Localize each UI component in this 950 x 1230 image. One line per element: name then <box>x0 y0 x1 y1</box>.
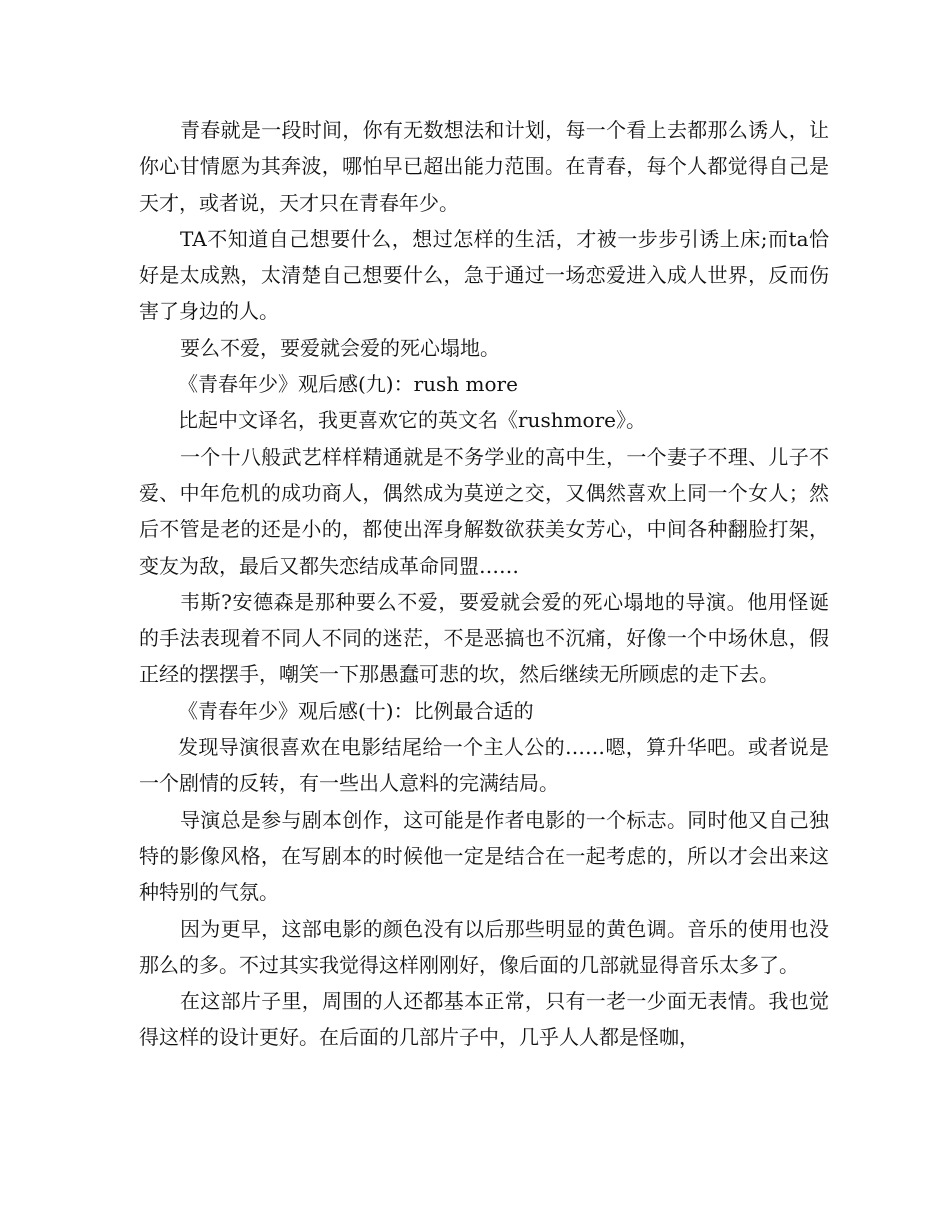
paragraph-7: 韦斯?安德森是那种要么不爱，要爱就会爱的死心塌地的导演。他用怪诞的手法表现着不同人不同的迷茫，不是恶搞也不沉痛，好像一个中场休息，假正经的摆摆手，嘲笑一下那愚蠢可悲的坎，然后继续无所顾虑的走下去。 <box>139 589 829 687</box>
paragraph-2: TA不知道自己想要什么，想过怎样的生活，才被一步步引诱上床;而ta恰好是太成熟，太清楚自己想要什么，急于通过一场恋爱进入成人世界，反而伤害了身边的人。 <box>139 226 829 324</box>
paragraph-11: 因为更早，这部电影的颜色没有以后那些明显的黄色调。音乐的使用也没那么的多。不过其实我觉得这样刚刚好，像后面的几部就显得音乐太多了。 <box>139 916 829 977</box>
section-heading-9: 《青春年少》观后感(九)：rush more <box>178 372 518 397</box>
paragraph-10: 导演总是参与剧本创作，这可能是作者电影的一个标志。同时他又自己独特的影像风格，在写剧本的时候他一定是结合在一起考虑的，所以才会出来这种特别的气氛。 <box>139 807 829 905</box>
section-heading-10: 《青春年少》观后感(十)：比例最合适的 <box>178 698 534 723</box>
paragraph-5: 比起中文译名，我更喜欢它的英文名《rushmore》。 <box>178 408 646 433</box>
article-body <box>139 112 829 1056</box>
paragraph-1: 青春就是一段时间，你有无数想法和计划，每一个看上去都那么诱人，让你心甘情愿为其奔波，哪怕早已超出能力范围。在青春，每个人都觉得自己是天才，或者说，天才只在青春年少。 <box>139 118 829 215</box>
paragraph-6: 一个十八般武艺样样精通就是不务学业的高中生，一个妻子不理、儿子不爱、中年危机的成功商人，偶然成为莫逆之交，又偶然喜欢上同一个女人；然后不管是老的还是小的，都使出浑身解数欲获美女芳心，中间各种翻脸打架，变友为敌，最后又都失恋结成革命同盟…… <box>139 444 829 578</box>
paragraph-9: 发现导演很喜欢在电影结尾给一个主人公的……嗯，算升华吧。或者说是一个剧情的反转，有一些出人意料的完满结局。 <box>139 735 829 796</box>
paragraph-12: 在这部片子里，周围的人还都基本正常，只有一老一少面无表情。我也觉得这样的设计更好。在后面的几部片子中，几乎人人都是怪咖， <box>139 989 829 1050</box>
paragraph-3: 要么不爱，要爱就会爱的死心塌地。 <box>180 335 500 360</box>
